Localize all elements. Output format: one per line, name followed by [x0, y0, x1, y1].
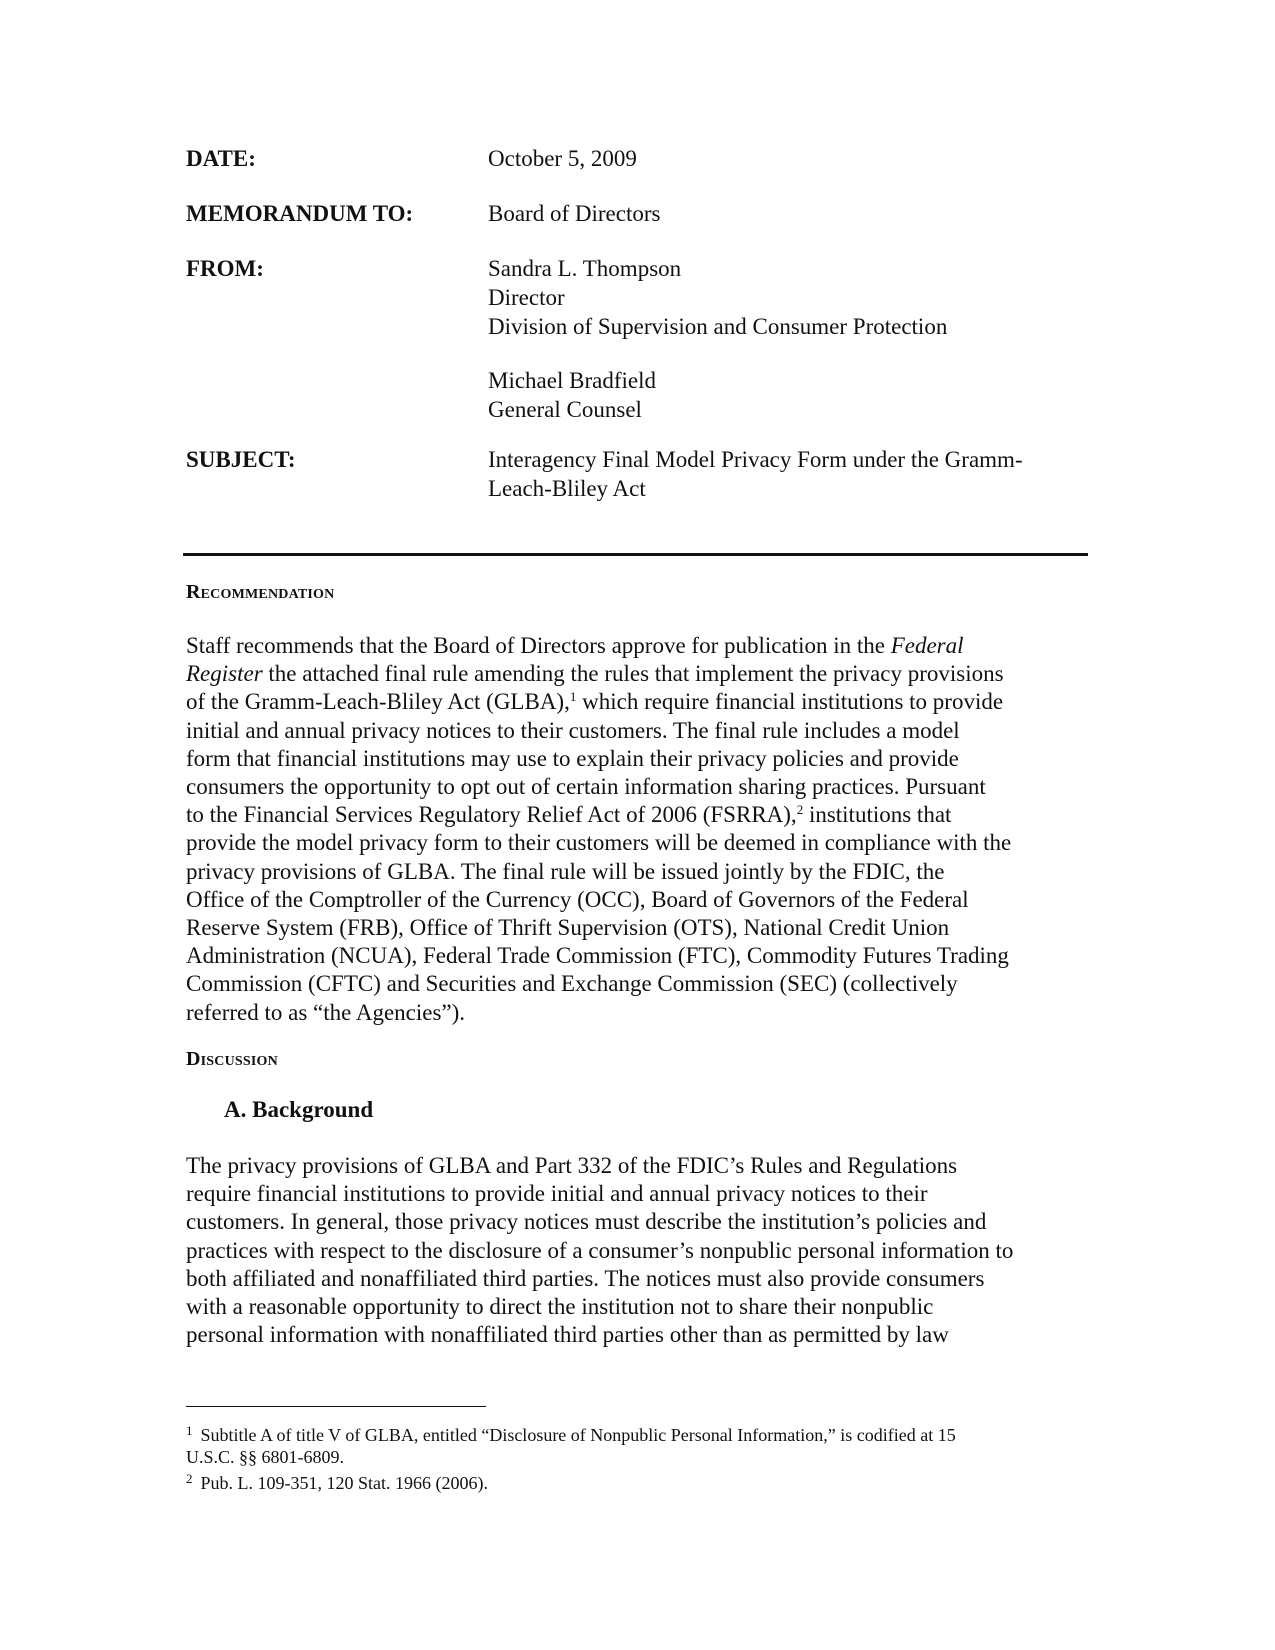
date-text: October 5, 2009	[488, 146, 637, 171]
rec-line-6: consumers the opportunity to opt out of certain information sharing practices. Pursuant	[186, 774, 986, 800]
bg-line-6: with a reasonable opportunity to direct the institution not to share their nonpublic	[186, 1294, 934, 1320]
subject-label: SUBJECT:	[186, 447, 296, 472]
footnote-ref-1[interactable]: 1	[569, 689, 577, 705]
rec-line-8: provide the model privacy form to their customers will be deemed in compliance with the	[186, 830, 1012, 856]
federal-italic: Federal	[890, 633, 964, 658]
background-paragraph	[186, 1152, 1086, 1349]
bg-line-1: The privacy provisions of GLBA and Part 332 of the FDIC’s Rules and Regulations	[186, 1153, 958, 1178]
rec-line-7: to the Financial Services Regulatory Relief Act of 2006 (FSRRA),$^2$ institutions that	[186, 802, 952, 828]
from-title-2: General Counsel	[488, 397, 642, 422]
from-division-1: Division of Supervision and Consumer Protection	[488, 314, 948, 339]
memo-to-label: MEMORANDUM TO:	[186, 201, 414, 226]
footnote-1: $^1$ Subtitle A of title V of GLBA, entitled “Disclosure of Nonpublic Personal Information,” is codified at 15	[186, 1423, 956, 1445]
header-divider	[183, 553, 1088, 556]
date-value	[488, 144, 1088, 173]
footnote-2: $^2$ Pub. L. 109-351, 120 Stat. 1966 (2006).	[186, 1471, 488, 1493]
subject-line-1: Interagency Final Model Privacy Form under the Gramm-	[488, 447, 1023, 472]
footnote-divider	[186, 1406, 486, 1407]
rec-line-4: initial and annual privacy notices to their customers. The final rule includes a model	[186, 717, 960, 743]
bg-line-3: customers. In general, those privacy notices must describe the institution’s policies and	[186, 1209, 987, 1235]
from-title-1: Director	[488, 285, 565, 310]
bg-line-5: both affiliated and nonaffiliated third parties. The notices must also provide consumers	[186, 1265, 985, 1291]
footnote-2-number: 2	[186, 1471, 193, 1486]
background-subheading: A. Background	[224, 1097, 374, 1122]
recommendation-heading: Recommendation	[186, 581, 335, 603]
rec-line-5: form that financial institutions may use to explain their privacy policies and provide	[186, 745, 959, 771]
bg-line-4: practices with respect to the disclosure of a consumer’s nonpublic personal information to	[186, 1237, 1014, 1263]
rec-line-13: Commission (CFTC) and Securities and Exchange Commission (SEC) (collectively	[186, 971, 958, 997]
bg-line-7: personal information with nonaffiliated third parties other than as permitted by law	[186, 1322, 949, 1348]
footnote-1-number: 1	[186, 1423, 193, 1438]
from-label: FROM:	[186, 256, 264, 281]
bg-line-2: require financial institutions to provide initial and annual privacy notices to their	[186, 1181, 928, 1207]
from-name-1: Sandra L. Thompson	[488, 256, 682, 281]
footnotes	[186, 1420, 1086, 1494]
discussion-heading: Discussion	[186, 1048, 278, 1070]
rec-line-14: referred to as “the Agencies”).	[186, 999, 466, 1025]
subject-line-2: Leach-Bliley Act	[488, 476, 646, 501]
rec-line-2: Register the attached final rule amending the rules that implement the privacy provisions	[186, 661, 1004, 687]
rec-line-11: Reserve System (FRB), Office of Thrift Supervision (OTS), National Credit Union	[186, 915, 950, 941]
footnote-1-cont: U.S.C. §§ 6801-6809.	[186, 1447, 345, 1467]
rec-line-3: of the Gramm-Leach-Bliley Act (GLBA),$^1$ which require financial institutions to provide	[186, 689, 1004, 715]
memo-to-text: Board of Directors	[488, 201, 661, 226]
subject-value	[488, 445, 1088, 503]
date-label: DATE:	[186, 146, 256, 171]
rec-line-1: Staff recommends that the Board of Directors approve for publication in the Federal	[186, 633, 964, 658]
recommendation-paragraph	[186, 632, 1086, 1027]
rec-line-12: Administration (NCUA), Federal Trade Commission (FTC), Commodity Futures Trading	[186, 943, 1009, 969]
register-italic: Register	[186, 661, 263, 687]
memo-to-value	[488, 199, 1088, 228]
footnote-ref-2[interactable]: 2	[796, 802, 804, 818]
rec-line-9: privacy provisions of GLBA. The final rule will be issued jointly by the FDIC, the	[186, 858, 945, 884]
rec-line-10: Office of the Comptroller of the Currency (OCC), Board of Governors of the Federal	[186, 886, 969, 912]
from-name-2: Michael Bradfield	[488, 368, 656, 393]
from-value	[488, 254, 1088, 424]
